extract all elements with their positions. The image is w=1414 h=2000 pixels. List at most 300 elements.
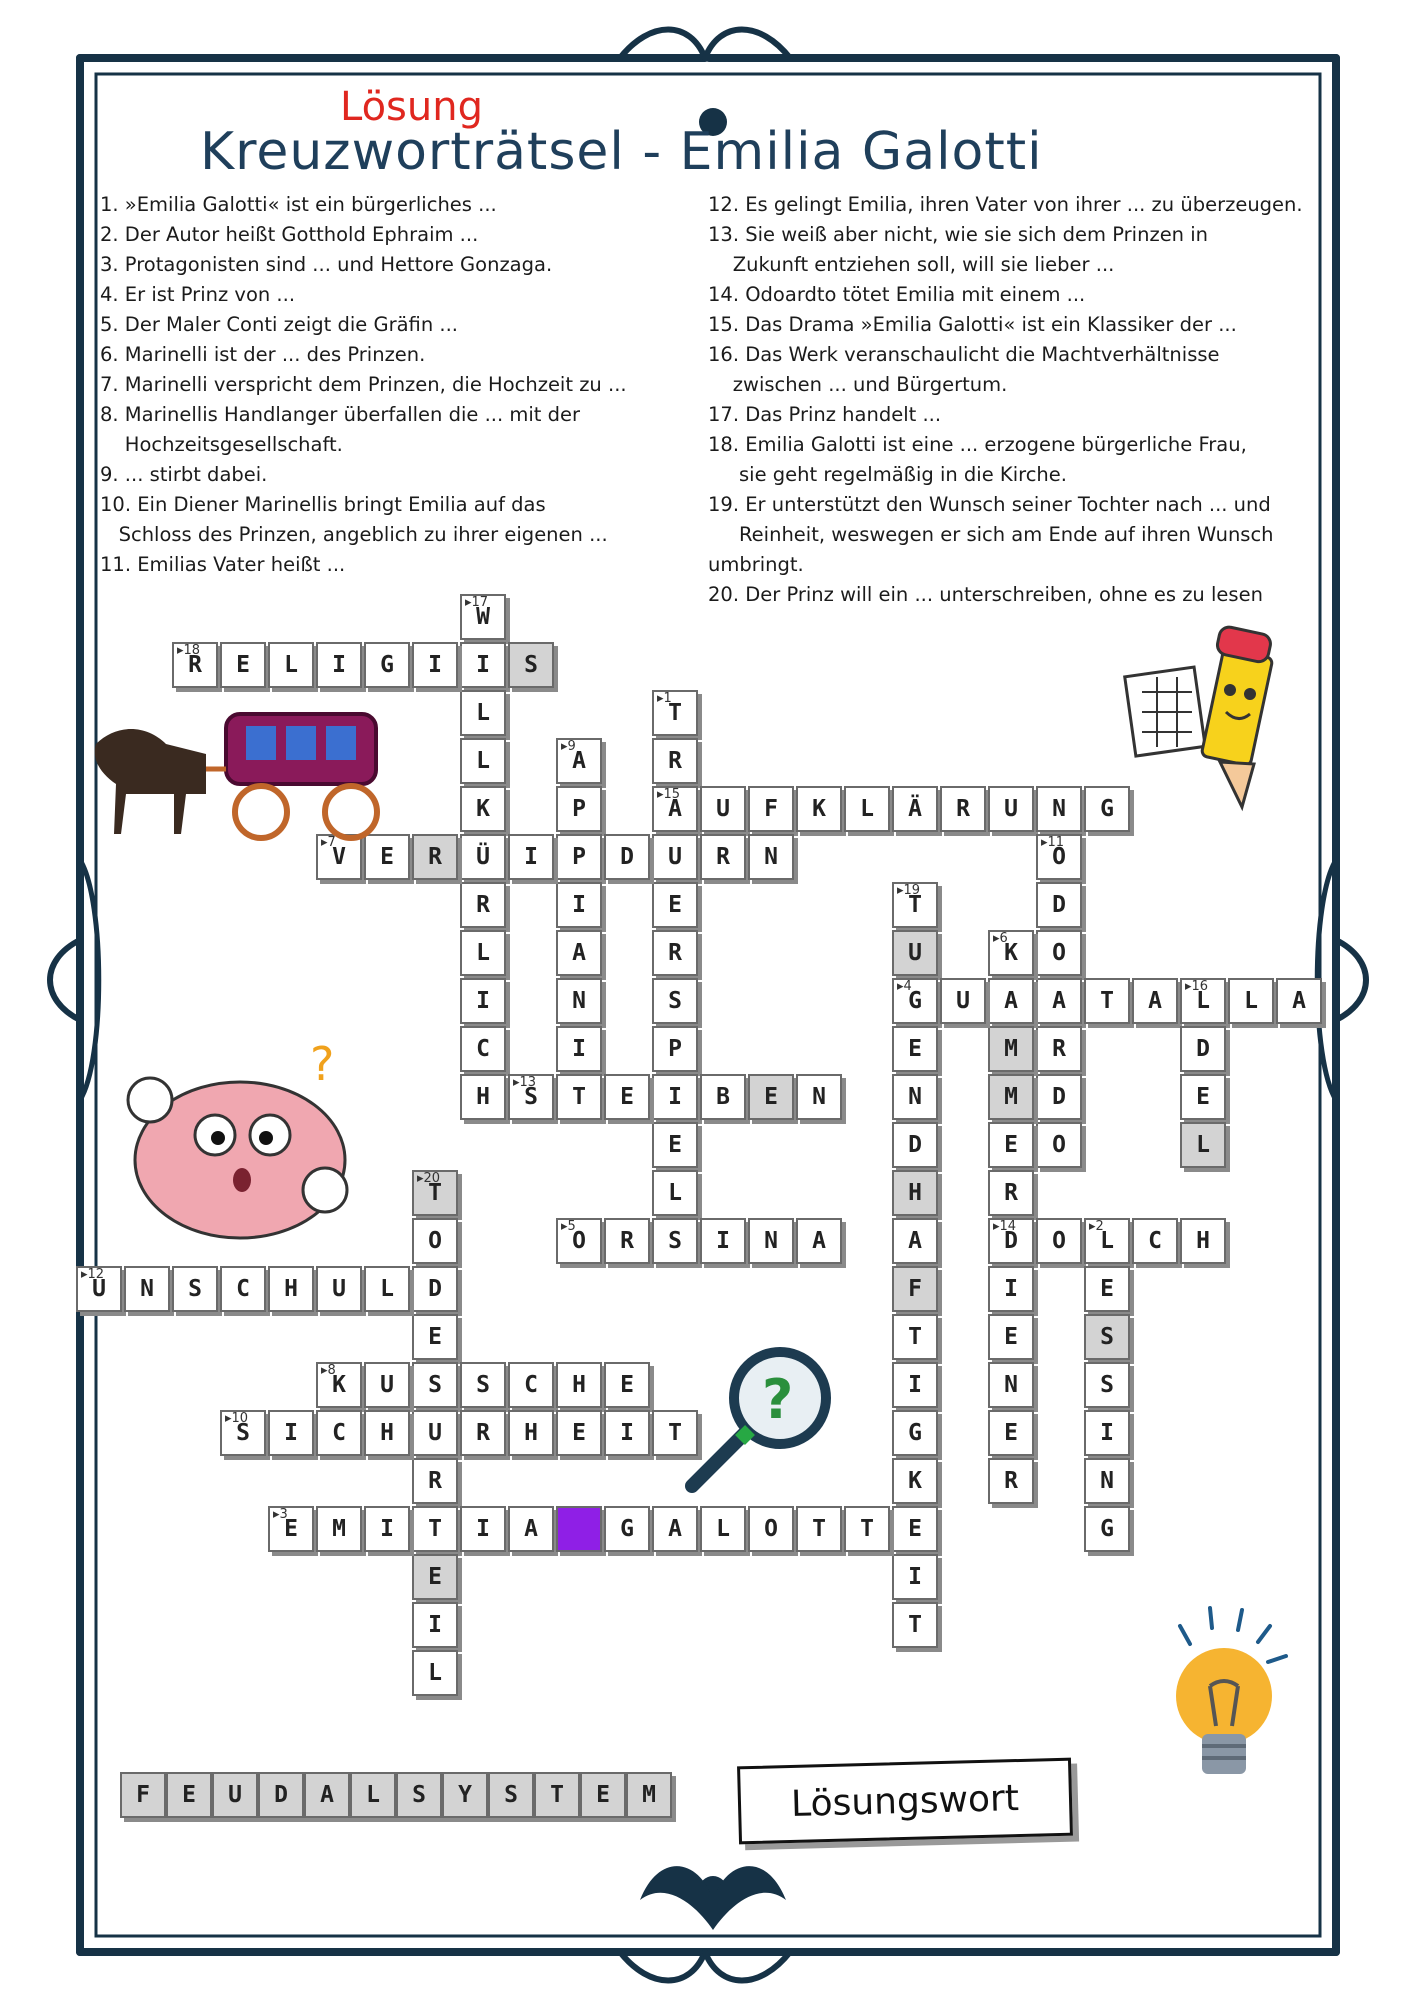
cell-letter: R — [1004, 1468, 1018, 1494]
cell-letter: O — [1052, 940, 1066, 966]
crossword-cell — [412, 642, 458, 688]
crossword-cell — [652, 690, 698, 736]
crossword-cell — [1084, 1506, 1130, 1552]
cell-letter: S — [1100, 1372, 1114, 1398]
crossword-cell — [412, 1314, 458, 1360]
crossword-cell — [1084, 1314, 1130, 1360]
clue-line: 15. Das Drama »Emilia Galotti« ist ein Klassiker der ... — [708, 313, 1237, 336]
crossword-cell — [412, 1218, 458, 1264]
cell-letter: T — [668, 1420, 682, 1446]
clue-number: ▸16 — [1185, 979, 1209, 994]
crossword-cell — [748, 786, 794, 832]
cell-letter: E — [428, 1324, 442, 1350]
crossword-cell — [460, 642, 506, 688]
cell-letter: I — [1004, 1276, 1018, 1302]
crossword-cell — [556, 930, 602, 976]
crossword-cell — [700, 786, 746, 832]
cell-letter: H — [1196, 1228, 1210, 1254]
cell-letter: U — [332, 1276, 346, 1302]
cell-letter: I — [908, 1564, 922, 1590]
cell-letter: F — [764, 796, 778, 822]
cell-letter: G — [908, 1420, 922, 1446]
crossword-cell — [988, 1314, 1034, 1360]
cell-letter: U — [1004, 796, 1018, 822]
crossword-cell — [556, 1362, 602, 1408]
crossword-cell — [892, 1554, 938, 1600]
solution-letter-cell: U — [212, 1772, 258, 1818]
crossword-cell — [220, 642, 266, 688]
cell-letter: I — [620, 1420, 634, 1446]
crossword-cell — [316, 1506, 362, 1552]
crossword-cell — [988, 786, 1034, 832]
crossword-cell — [988, 1170, 1034, 1216]
crossword-cell — [460, 834, 506, 880]
cell-letter: O — [1052, 844, 1066, 870]
cell-letter: F — [908, 1276, 922, 1302]
clue-line: 19. Er unterstützt den Wunsch seiner Tochter nach ... und — [708, 493, 1271, 516]
crossword-cell — [364, 1506, 410, 1552]
cell-letter: A — [1292, 988, 1306, 1014]
clue-line: Reinheit, weswegen er sich am Ende auf ihren Wunsch — [708, 523, 1274, 546]
cell-letter: R — [476, 1420, 490, 1446]
crossword-cell — [460, 786, 506, 832]
clue-line: 5. Der Maler Conti zeigt die Gräfin ... — [100, 313, 458, 336]
clue-line: 11. Emilias Vater heißt ... — [100, 553, 346, 576]
cell-letter: I — [524, 844, 538, 870]
crossword-cell — [1084, 1458, 1130, 1504]
crossword-cell — [748, 834, 794, 880]
crossword-cell — [604, 1074, 650, 1120]
crossword-cell — [988, 978, 1034, 1024]
cell-letter: T — [572, 1084, 586, 1110]
cell-letter: T — [908, 1324, 922, 1350]
cell-letter: U — [668, 844, 682, 870]
crossword-cell — [652, 1218, 698, 1264]
clue-number: ▸2 — [1089, 1219, 1104, 1234]
clue-line: Schloss des Prinzen, angeblich zu ihrer eigenen ... — [100, 523, 608, 546]
cell-letter: D — [1052, 892, 1066, 918]
cell-letter: U — [92, 1276, 106, 1302]
crossword-cell — [604, 1362, 650, 1408]
crossword-cell — [316, 1362, 362, 1408]
cell-letter: Ü — [476, 844, 490, 870]
clue-number: ▸6 — [993, 931, 1008, 946]
crossword-cell — [1036, 1026, 1082, 1072]
solution-letter-cell: L — [350, 1772, 396, 1818]
clue-number: ▸9 — [561, 739, 576, 754]
crossword-cell — [76, 1266, 122, 1312]
cell-letter: T — [908, 1612, 922, 1638]
crossword-cell — [316, 642, 362, 688]
cell-letter: G — [1100, 796, 1114, 822]
cell-letter: E — [284, 1516, 298, 1542]
cell-letter: I — [428, 1612, 442, 1638]
page-title: Kreuzworträtsel - Emilia Galotti — [200, 122, 1043, 182]
crossword-cell — [1180, 1074, 1226, 1120]
cell-letter: O — [1052, 1228, 1066, 1254]
cell-letter: S — [668, 1228, 682, 1254]
crossword-cell — [892, 786, 938, 832]
clue-line: 2. Der Autor heißt Gotthold Ephraim ... — [100, 223, 479, 246]
cell-letter: S — [668, 988, 682, 1014]
cell-letter: C — [1148, 1228, 1162, 1254]
cell-letter: A — [572, 748, 586, 774]
cell-letter: R — [476, 892, 490, 918]
cell-letter: C — [236, 1276, 250, 1302]
crossword-blank-cell — [556, 1506, 602, 1552]
clue-number: ▸4 — [897, 979, 912, 994]
clue-line: 1. »Emilia Galotti« ist ein bürgerliches ... — [100, 193, 497, 216]
cell-letter: N — [140, 1276, 154, 1302]
crossword-cell — [268, 1506, 314, 1552]
crossword-cell — [412, 1506, 458, 1552]
crossword-cell — [508, 1410, 554, 1456]
cell-letter: N — [908, 1084, 922, 1110]
solution-letter-cell: S — [488, 1772, 534, 1818]
cell-letter: K — [332, 1372, 346, 1398]
cell-letter: L — [1196, 988, 1210, 1014]
cell-letter: R — [716, 844, 730, 870]
crossword-cell — [988, 1458, 1034, 1504]
clue-line: 14. Odoardto tötet Emilia mit einem ... — [708, 283, 1086, 306]
clue-line: 18. Emilia Galotti ist eine ... erzogene bürgerliche Frau, — [708, 433, 1247, 456]
cell-letter: I — [476, 1516, 490, 1542]
cell-letter: R — [956, 796, 970, 822]
clue-line: 8. Marinellis Handlanger überfallen die ... mit der — [100, 403, 581, 426]
crossword-cell — [412, 1362, 458, 1408]
crossword-cell — [604, 1218, 650, 1264]
crossword-cell — [1036, 1122, 1082, 1168]
cell-letter: C — [332, 1420, 346, 1446]
cell-letter: R — [620, 1228, 634, 1254]
cell-letter: A — [1004, 988, 1018, 1014]
crossword-cell — [988, 1074, 1034, 1120]
solution-letter-cell: F — [120, 1772, 166, 1818]
crossword-cell — [364, 1410, 410, 1456]
crossword-cell — [460, 1026, 506, 1072]
cell-letter: E — [908, 1036, 922, 1062]
cell-letter: T — [428, 1516, 442, 1542]
cell-letter: K — [476, 796, 490, 822]
cell-letter: Ä — [908, 796, 922, 822]
crossword-cell — [892, 1602, 938, 1648]
cell-letter: I — [476, 988, 490, 1014]
crossword-cell — [1180, 1026, 1226, 1072]
cell-letter: H — [524, 1420, 538, 1446]
clue-number: ▸13 — [513, 1075, 537, 1090]
horse-carriage-illustration — [86, 694, 396, 844]
clue-number: ▸17 — [465, 595, 489, 610]
crossword-cell — [652, 978, 698, 1024]
cell-letter: D — [1004, 1228, 1018, 1254]
crossword-cell — [412, 1410, 458, 1456]
crossword-cell — [556, 1410, 602, 1456]
crossword-cell — [1084, 1266, 1130, 1312]
cell-letter: N — [812, 1084, 826, 1110]
solution-letter-cell: D — [258, 1772, 304, 1818]
clue-number: ▸1 — [657, 691, 672, 706]
crossword-cell — [1036, 930, 1082, 976]
crossword-cell — [652, 882, 698, 928]
clue-line: 20. Der Prinz will ein ... unterschreiben, ohne es zu lesen — [708, 583, 1263, 606]
crossword-cell — [1036, 786, 1082, 832]
cell-letter: L — [1196, 1132, 1210, 1158]
cell-letter: K — [1004, 940, 1018, 966]
crossword-cell — [460, 1362, 506, 1408]
clue-list-right — [708, 190, 1303, 610]
crossword-cell — [988, 1122, 1034, 1168]
solution-letter-cell: A — [304, 1772, 350, 1818]
cell-letter: S — [188, 1276, 202, 1302]
cell-letter: K — [812, 796, 826, 822]
crossword-cell — [604, 1506, 650, 1552]
cell-letter: S — [524, 1084, 538, 1110]
crossword-cell — [796, 786, 842, 832]
cell-letter: L — [476, 940, 490, 966]
crossword-cell — [604, 1410, 650, 1456]
cell-letter: M — [1004, 1036, 1018, 1062]
crossword-cell — [652, 1074, 698, 1120]
crossword-cell — [652, 834, 698, 880]
crossword-cell — [460, 882, 506, 928]
crossword-cell — [892, 1410, 938, 1456]
crossword-cell — [268, 642, 314, 688]
crossword-cell — [748, 1074, 794, 1120]
cell-letter: L — [1100, 1228, 1114, 1254]
crossword-cell — [508, 1506, 554, 1552]
crossword-cell — [652, 1122, 698, 1168]
clue-line: 12. Es gelingt Emilia, ihren Vater von ihrer ... zu überzeugen. — [708, 193, 1303, 216]
clue-number: ▸14 — [993, 1219, 1017, 1234]
cell-letter: E — [380, 844, 394, 870]
crossword-cell — [556, 834, 602, 880]
crossword-cell — [556, 1026, 602, 1072]
crossword-cell — [700, 1506, 746, 1552]
clue-line: 16. Das Werk veranschaulicht die Machtverhältnisse — [708, 343, 1220, 366]
crossword-cell — [412, 1458, 458, 1504]
cell-letter: L — [476, 700, 490, 726]
cell-letter: D — [908, 1132, 922, 1158]
cell-letter: D — [1052, 1084, 1066, 1110]
crossword-cell — [460, 1410, 506, 1456]
pencil-crossword-illustration — [1122, 612, 1302, 812]
cell-letter: N — [1004, 1372, 1018, 1398]
crossword-cell — [364, 642, 410, 688]
cell-letter: D — [428, 1276, 442, 1302]
clue-line: 17. Das Prinz handelt ... — [708, 403, 942, 426]
cell-letter: M — [1004, 1084, 1018, 1110]
cell-letter: A — [524, 1516, 538, 1542]
clue-number: ▸5 — [561, 1219, 576, 1234]
clue-line: umbringt. — [708, 553, 804, 576]
cell-letter: I — [716, 1228, 730, 1254]
cell-letter: S — [428, 1372, 442, 1398]
cell-letter: G — [908, 988, 922, 1014]
crossword-cell — [508, 642, 554, 688]
crossword-cell — [892, 1458, 938, 1504]
cell-letter: W — [476, 604, 490, 630]
crossword-cell — [892, 930, 938, 976]
crossword-cell — [556, 882, 602, 928]
crossword-cell — [1036, 882, 1082, 928]
crossword-cell — [220, 1266, 266, 1312]
cell-letter: T — [908, 892, 922, 918]
cell-letter: E — [236, 652, 250, 678]
crossword-cell — [460, 978, 506, 1024]
cell-letter: I — [572, 1036, 586, 1062]
cell-letter: R — [1052, 1036, 1066, 1062]
clue-line: zwischen ... und Bürgertum. — [708, 373, 1008, 396]
crossword-cell — [1036, 1074, 1082, 1120]
cell-letter: H — [908, 1180, 922, 1206]
cell-letter: H — [380, 1420, 394, 1446]
cell-letter: U — [716, 796, 730, 822]
crossword-cell — [460, 690, 506, 736]
cell-letter: T — [812, 1516, 826, 1542]
cell-letter: E — [620, 1372, 634, 1398]
crossword-cell — [508, 834, 554, 880]
crossword-cell — [508, 1362, 554, 1408]
clue-line: 10. Ein Diener Marinellis bringt Emilia auf das — [100, 493, 546, 516]
crossword-cell — [988, 1410, 1034, 1456]
clue-line: 4. Er ist Prinz von ... — [100, 283, 296, 306]
cell-letter: L — [284, 652, 298, 678]
cell-letter: L — [1244, 988, 1258, 1014]
crossword-cell — [652, 930, 698, 976]
crossword-cell — [556, 978, 602, 1024]
cell-letter: G — [1100, 1516, 1114, 1542]
crossword-cell — [268, 1410, 314, 1456]
clue-line: 9. ... stirbt dabei. — [100, 463, 268, 486]
crossword-cell — [892, 1218, 938, 1264]
crossword-cell — [796, 1218, 842, 1264]
crossword-cell — [172, 1266, 218, 1312]
cell-letter: A — [572, 940, 586, 966]
crossword-cell — [1276, 978, 1322, 1024]
clue-line: 7. Marinelli verspricht dem Prinzen, die Hochzeit zu ... — [100, 373, 627, 396]
cell-letter: E — [668, 892, 682, 918]
crossword-cell — [460, 594, 506, 640]
clue-line: Hochzeitsgesellschaft. — [100, 433, 343, 456]
cell-letter: I — [1100, 1420, 1114, 1446]
cell-letter: S — [476, 1372, 490, 1398]
brain-illustration — [120, 1040, 370, 1250]
crossword-cell — [796, 1506, 842, 1552]
cell-letter: I — [572, 892, 586, 918]
cell-letter: A — [1052, 988, 1066, 1014]
cell-letter: G — [620, 1516, 634, 1542]
clue-line: Zukunft entziehen soll, will sie lieber ... — [708, 253, 1115, 276]
clue-line: 3. Protagonisten sind ... und Hettore Gonzaga. — [100, 253, 553, 276]
cell-letter: I — [668, 1084, 682, 1110]
crossword-cell — [412, 834, 458, 880]
crossword-cell — [796, 1074, 842, 1120]
crossword-cell — [364, 1266, 410, 1312]
cell-letter: H — [476, 1084, 490, 1110]
solution-letter-cell: M — [626, 1772, 672, 1818]
solution-letter-cell: T — [534, 1772, 580, 1818]
cell-letter: L — [668, 1180, 682, 1206]
cell-letter: R — [668, 748, 682, 774]
cell-letter: E — [1004, 1132, 1018, 1158]
crossword-cell — [892, 1026, 938, 1072]
crossword-cell — [1084, 978, 1130, 1024]
cell-letter: I — [332, 652, 346, 678]
clue-list-left — [100, 190, 627, 580]
cell-letter: A — [668, 1516, 682, 1542]
cell-letter: O — [572, 1228, 586, 1254]
crossword-cell — [1228, 978, 1274, 1024]
cell-letter: L — [428, 1660, 442, 1686]
cell-letter: S — [524, 652, 538, 678]
cell-letter: C — [524, 1372, 538, 1398]
crossword-cell — [508, 1074, 554, 1120]
clue-line: sie geht regelmäßig in die Kirche. — [708, 463, 1067, 486]
crossword-cell — [556, 738, 602, 784]
crossword-cell — [1180, 1122, 1226, 1168]
cell-letter: R — [668, 940, 682, 966]
crossword-cell — [604, 834, 650, 880]
crossword-cell — [892, 1170, 938, 1216]
clue-number: ▸15 — [657, 787, 681, 802]
crossword-cell — [1084, 1218, 1130, 1264]
clue-number: ▸10 — [225, 1411, 249, 1426]
cell-letter: L — [380, 1276, 394, 1302]
cell-letter: D — [1196, 1036, 1210, 1062]
clue-line: 6. Marinelli ist der ... des Prinzen. — [100, 343, 426, 366]
cell-letter: O — [1052, 1132, 1066, 1158]
crossword-cell — [412, 1170, 458, 1216]
cell-letter: E — [668, 1132, 682, 1158]
cell-letter: T — [1100, 988, 1114, 1014]
crossword-cell — [892, 1362, 938, 1408]
crossword-cell — [844, 786, 890, 832]
crossword-cell — [1084, 1410, 1130, 1456]
crossword-cell — [172, 642, 218, 688]
clue-number: ▸19 — [897, 883, 921, 898]
cell-letter: T — [428, 1180, 442, 1206]
crossword-cell — [892, 1314, 938, 1360]
solution-letter-cell: S — [396, 1772, 442, 1818]
crossword-cell — [940, 786, 986, 832]
crossword-cell — [652, 786, 698, 832]
crossword-cell — [124, 1266, 170, 1312]
crossword-cell — [1180, 1218, 1226, 1264]
crossword-cell — [700, 1218, 746, 1264]
cell-letter: I — [428, 652, 442, 678]
cell-letter: U — [908, 940, 922, 966]
solution-letter-cell: E — [166, 1772, 212, 1818]
cell-letter: E — [1100, 1276, 1114, 1302]
crossword-cell — [748, 1506, 794, 1552]
crossword-cell — [892, 882, 938, 928]
crossword-cell — [364, 1362, 410, 1408]
cell-letter: L — [716, 1516, 730, 1542]
cell-letter: P — [668, 1036, 682, 1062]
crossword-cell — [556, 786, 602, 832]
cell-letter: D — [620, 844, 634, 870]
solution-letter-cell: E — [580, 1772, 626, 1818]
cell-letter: R — [428, 1468, 442, 1494]
crossword-cell — [988, 1362, 1034, 1408]
cell-letter: E — [1004, 1324, 1018, 1350]
clue-number: ▸8 — [321, 1363, 336, 1378]
cell-letter: N — [764, 844, 778, 870]
cell-letter: A — [908, 1228, 922, 1254]
crossword-cell — [940, 978, 986, 1024]
cell-letter: R — [188, 652, 202, 678]
solution-word-label: Lösungswort — [737, 1758, 1073, 1845]
